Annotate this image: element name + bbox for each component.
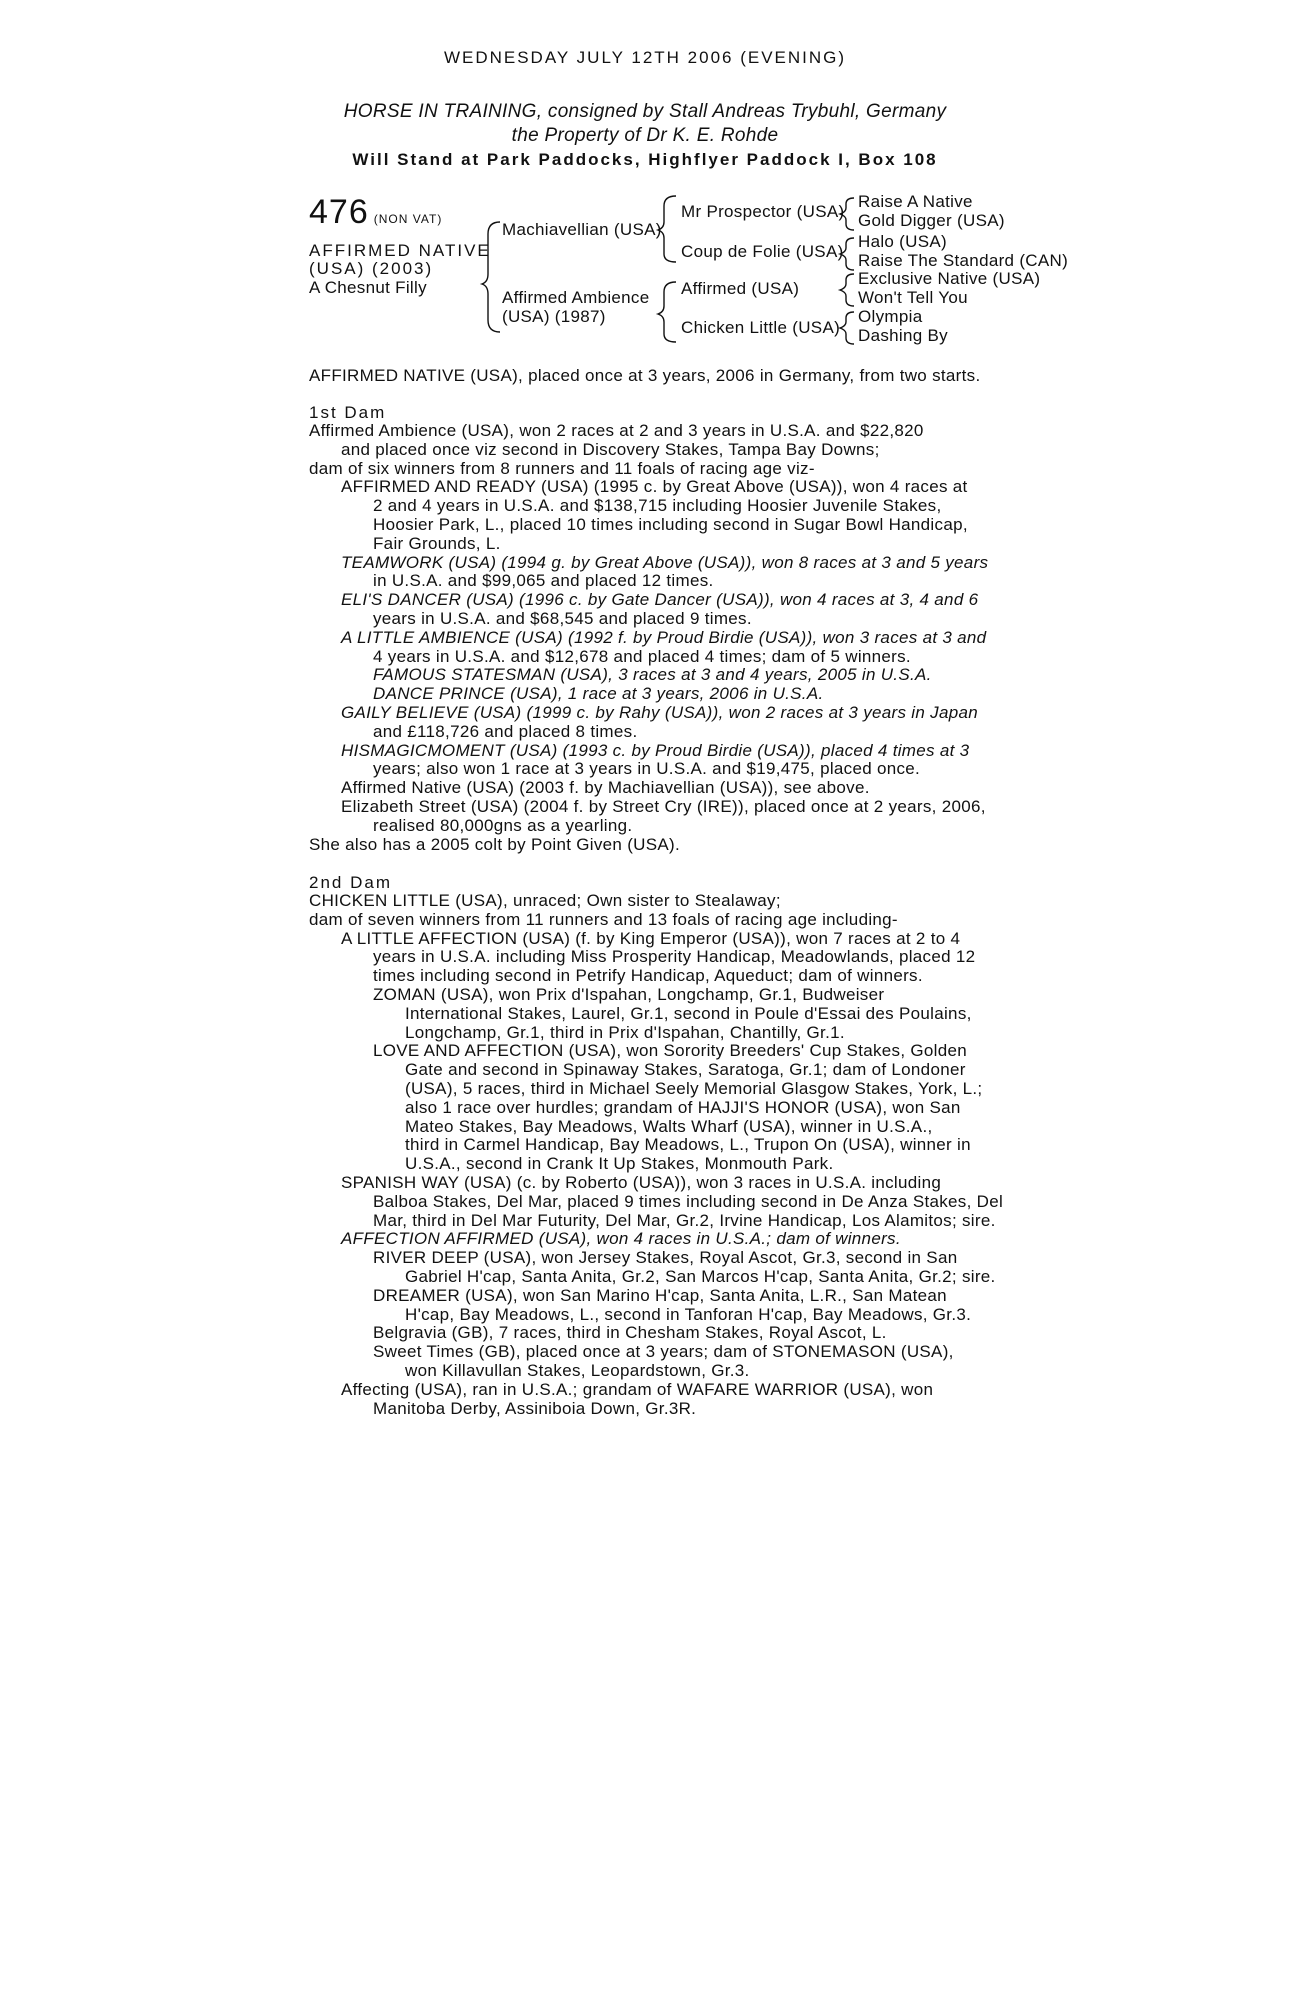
stand-line: Will Stand at Park Paddocks, Highflyer Paddock I, Box 108: [352, 150, 938, 169]
first-dam-heading: 1st Dam: [309, 403, 387, 422]
race-summary: AFFIRMED NATIVE (USA), placed once at 3 years, 2006 in Germany, from two starts.: [309, 366, 981, 385]
first-dam-line: FAMOUS STATESMAN (USA), 3 races at 3 and 4 years, 2005 in U.S.A.: [373, 665, 932, 685]
first-dam-line: A LITTLE AMBIENCE (USA) (1992 f. by Proud Birdie (USA)), won 3 races at 3 and: [341, 627, 987, 647]
first-dam-line: 2 and 4 years in U.S.A. and $138,715 including Hoosier Juvenile Stakes,: [373, 496, 942, 516]
first-dam-line: 4 years in U.S.A. and $12,678 and placed 4 times; dam of 5 winners.: [373, 646, 911, 666]
second-dam-line: Longchamp, Gr.1, third in Prix d'Ispahan, Chantilly, Gr.1.: [405, 1022, 845, 1042]
first-dam-line: dam of six winners from 8 runners and 11 foals of racing age viz-: [309, 458, 815, 478]
first-dam-line: Affirmed Native (USA) (2003 f. by Machiavellian (USA)), see above.: [341, 778, 870, 798]
first-dam-line: realised 80,000gns as a yearling.: [373, 815, 633, 835]
pedigree-dam-line1: Affirmed Ambience: [502, 288, 650, 307]
second-dam-line: AFFECTION AFFIRMED (USA), won 4 races in U.S.A.; dam of winners.: [341, 1229, 901, 1249]
second-dam-line: Gabriel H'cap, Santa Anita, Gr.2, San Marcos H'cap, Santa Anita, Gr.2; sire.: [405, 1267, 996, 1286]
first-dam-line: Hoosier Park, L., placed 10 times including second in Sugar Bowl Handicap,: [373, 515, 968, 534]
pedigree-g5: Exclusive Native (USA): [858, 269, 1041, 288]
pedigree-g2: Gold Digger (USA): [858, 211, 1005, 230]
second-dam-line: Balboa Stakes, Del Mar, placed 9 times including second in De Anza Stakes, Del: [373, 1191, 1004, 1211]
first-dam-line: DANCE PRINCE (USA), 1 race at 3 years, 2006 in U.S.A.: [373, 684, 824, 704]
second-dam-line: Mar, third in Del Mar Futurity, Del Mar, Gr.2, Irvine Handicap, Los Alamitos; sire.: [373, 1210, 996, 1230]
first-dam-line: Affirmed Ambience (USA), won 2 races at 2 and 3 years in U.S.A. and $22,820: [309, 421, 924, 440]
first-dam-line: AFFIRMED AND READY (USA) (1995 c. by Great Above (USA)), won 4 races at: [341, 477, 968, 497]
first-dam-line: ELI'S DANCER (USA) (1996 c. by Gate Dancer (USA)), won 4 races at 3, 4 and 6: [341, 590, 979, 610]
first-dam-line: She also has a 2005 colt by Point Given (USA).: [309, 834, 680, 854]
consignment-line: HORSE IN TRAINING, consigned by Stall Andreas Trybuhl, Germany: [343, 101, 947, 122]
second-dam-line: LOVE AND AFFECTION (USA), won Sorority Breeders' Cup Stakes, Golden: [373, 1041, 967, 1061]
pedigree-dam-dam: Chicken Little (USA): [681, 318, 841, 337]
lot-number: 476: [309, 193, 369, 231]
first-dam-line: and placed once viz second in Discovery Stakes, Tampa Bay Downs;: [341, 439, 880, 459]
second-dam-line: Mateo Stakes, Bay Meadows, Walts Wharf (USA), winner in U.S.A.,: [405, 1116, 933, 1136]
second-dam-line: times including second in Petrify Handicap, Aqueduct; dam of winners.: [373, 966, 923, 986]
second-dam-line: International Stakes, Laurel, Gr.1, second in Poule d'Essai des Poulains,: [405, 1003, 972, 1023]
pedigree-dam-sire: Affirmed (USA): [681, 279, 800, 298]
second-dam-line: H'cap, Bay Meadows, L., second in Tanforan H'cap, Bay Meadows, Gr.3.: [405, 1304, 972, 1324]
second-dam-line: CHICKEN LITTLE (USA), unraced; Own sister to Stealaway;: [309, 891, 781, 910]
first-dam-line: Fair Grounds, L.: [373, 533, 501, 553]
pedigree-sire: Machiavellian (USA): [502, 220, 662, 239]
vat-status: (NON VAT): [373, 212, 443, 226]
second-dam-line: Manitoba Derby, Assiniboia Down, Gr.3R.: [373, 1398, 697, 1418]
pedigree-sire-sire: Mr Prospector (USA): [681, 202, 845, 221]
first-dam-line: Elizabeth Street (USA) (2004 f. by Street Cry (IRE)), placed once at 2 years, 2006,: [341, 797, 986, 816]
second-dam-line: Affecting (USA), ran in U.S.A.; grandam of WAFARE WARRIOR (USA), won: [341, 1379, 934, 1399]
second-dam-line: Sweet Times (GB), placed once at 3 years; dam of STONEMASON (USA),: [373, 1342, 954, 1362]
second-dam-line: dam of seven winners from 11 runners and 13 foals of racing age including-: [309, 909, 898, 929]
horse-name-line1: AFFIRMED NATIVE: [309, 241, 491, 260]
pedigree-g7: Olympia: [858, 307, 923, 326]
first-dam-line: in U.S.A. and $99,065 and placed 12 times.: [373, 571, 714, 591]
first-dam-line: GAILY BELIEVE (USA) (1999 c. by Rahy (USA)), won 2 races at 3 years in Japan: [341, 703, 978, 722]
second-dam-line: DREAMER (USA), won San Marino H'cap, Santa Anita, L.R., San Matean: [373, 1285, 947, 1305]
second-dam-line: SPANISH WAY (USA) (c. by Roberto (USA)), won 3 races in U.S.A. including: [341, 1173, 942, 1192]
second-dam-line: also 1 race over hurdles; grandam of HAJJI'S HONOR (USA), won San: [405, 1097, 961, 1117]
pedigree-g6: Won't Tell You: [858, 288, 968, 307]
property-line: the Property of Dr K. E. Rohde: [511, 125, 779, 146]
first-dam-line: years; also won 1 race at 3 years in U.S.A. and $19,475, placed once.: [373, 759, 921, 779]
pedigree-sire-dam: Coup de Folie (USA): [681, 242, 844, 261]
first-dam-line: and £118,726 and placed 8 times.: [373, 721, 638, 741]
second-dam-line: Gate and second in Spinaway Stakes, Saratoga, Gr.1; dam of Londoner: [405, 1060, 966, 1080]
first-dam-line: HISMAGICMOMENT (USA) (1993 c. by Proud Birdie (USA)), placed 4 times at 3: [341, 740, 970, 760]
second-dam-line: A LITTLE AFFECTION (USA) (f. by King Emperor (USA)), won 7 races at 2 to 4: [341, 928, 961, 948]
first-dam-line: years in U.S.A. and $68,545 and placed 9 times.: [373, 609, 752, 628]
second-dam-line: U.S.A., second in Crank It Up Stakes, Monmouth Park.: [405, 1154, 834, 1174]
pedigree-g4: Raise The Standard (CAN): [858, 251, 1069, 270]
first-dam-line: TEAMWORK (USA) (1994 g. by Great Above (USA)), won 8 races at 3 and 5 years: [341, 552, 989, 572]
second-dam-line: Belgravia (GB), 7 races, third in Chesham Stakes, Royal Ascot, L.: [373, 1323, 887, 1343]
second-dam-line: RIVER DEEP (USA), won Jersey Stakes, Royal Ascot, Gr.3, second in San: [373, 1248, 958, 1268]
second-dam-line: years in U.S.A. including Miss Prosperity Handicap, Meadowlands, placed 12: [373, 947, 976, 967]
horse-description: A Chesnut Filly: [309, 278, 427, 297]
pedigree-g3: Halo (USA): [858, 232, 947, 251]
pedigree-g1: Raise A Native: [858, 192, 973, 211]
second-dam-heading: 2nd Dam: [309, 873, 392, 892]
horse-name-line2: (USA) (2003): [309, 259, 434, 278]
second-dam-line: third in Carmel Handicap, Bay Meadows, L., Trupon On (USA), winner in: [405, 1135, 971, 1155]
pedigree-dam-line2: (USA) (1987): [502, 307, 606, 326]
second-dam-line: won Killavullan Stakes, Leopardstown, Gr.3.: [405, 1361, 750, 1380]
second-dam-line: (USA), 5 races, third in Michael Seely Memorial Glasgow Stakes, York, L.;: [405, 1079, 983, 1098]
pedigree-g8: Dashing By: [858, 326, 948, 345]
sale-date-line: WEDNESDAY JULY 12TH 2006 (EVENING): [443, 48, 847, 67]
second-dam-line: ZOMAN (USA), won Prix d'Ispahan, Longchamp, Gr.1, Budweiser: [373, 985, 885, 1004]
